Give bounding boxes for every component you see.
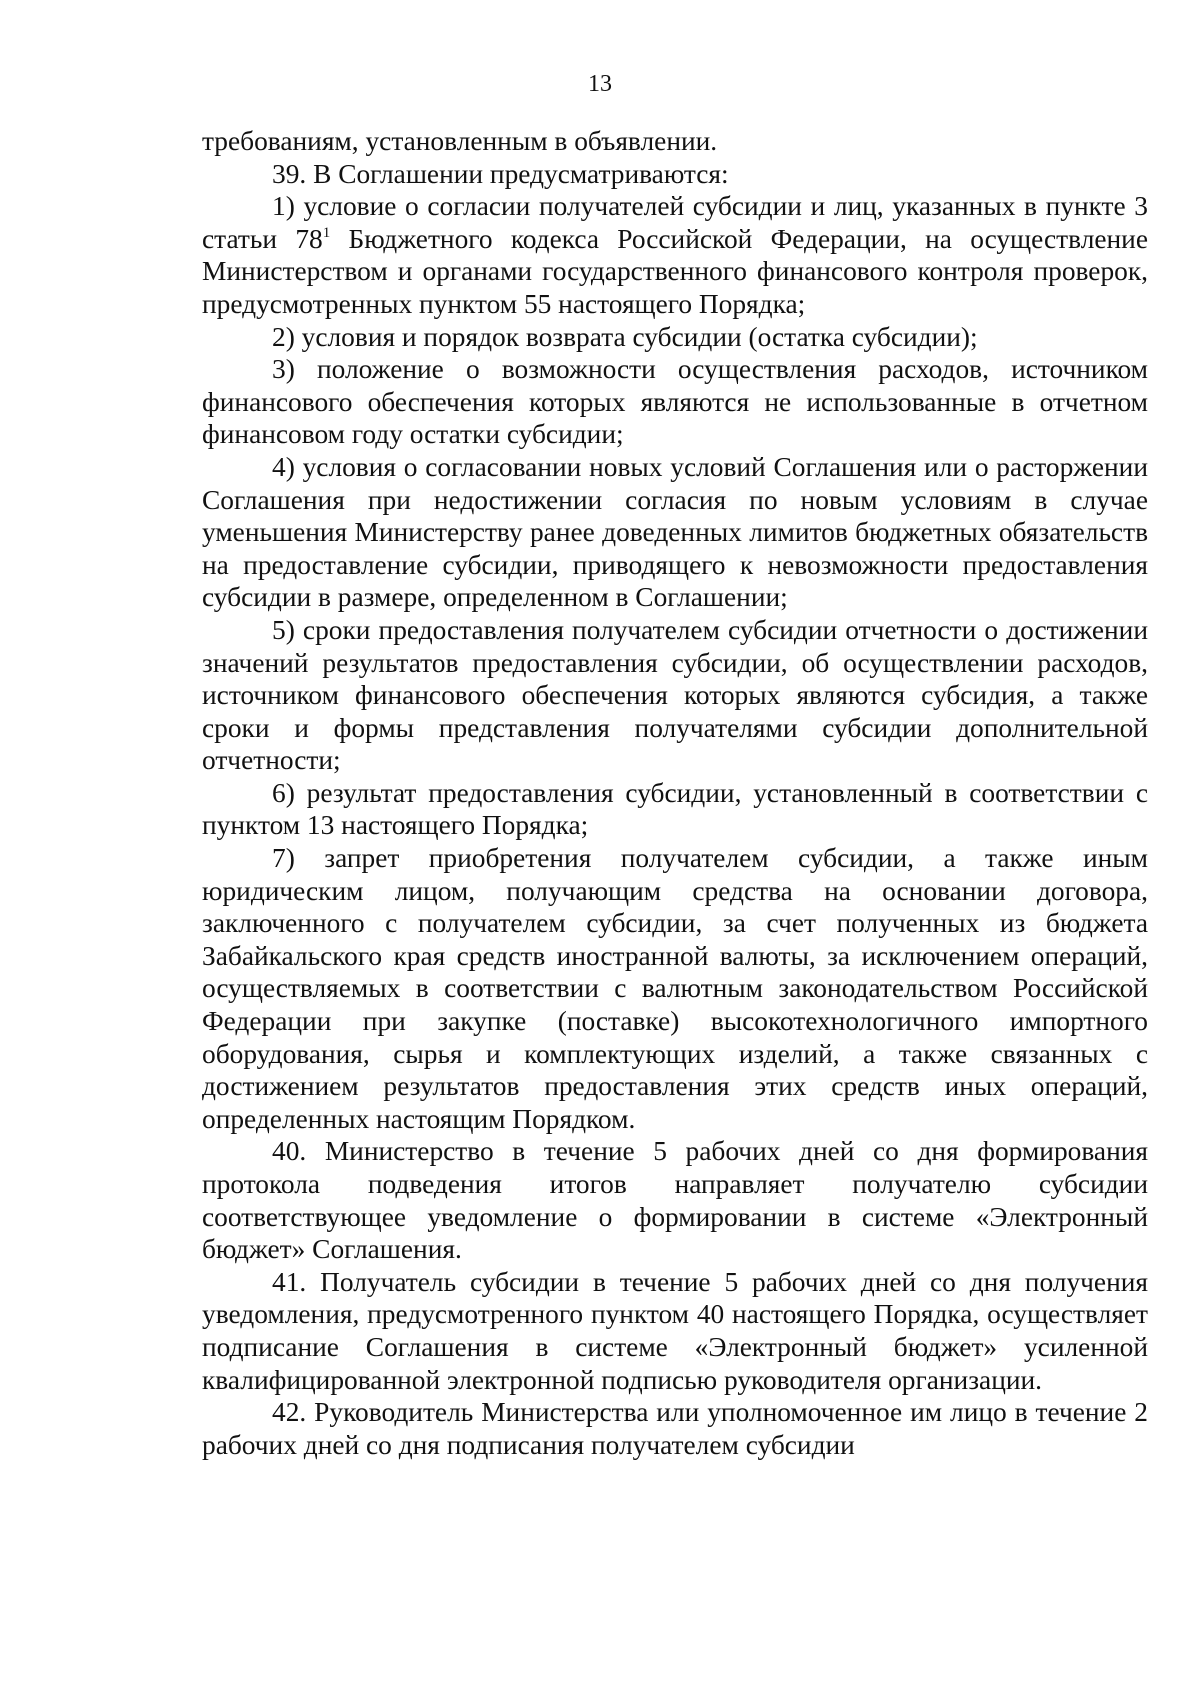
item-1-text-start: 1) условие о согласии получателей субсидии и лиц, указанных в пункте 3 статьи 78 — [202, 191, 1148, 254]
paragraph-41: 41. Получатель субсидии в течение 5 рабочих дней со дня получения уведомления, предусмотренного пунктом 40 настоящего Порядка, осуществляет подписание Соглашения в системе «Электронный бюджет» усиленной квалифицированной электронной подписью руководителя организации. — [202, 1266, 1148, 1395]
paragraph-39-item-2: 2) условия и порядок возврата субсидии (остатка субсидии); — [272, 321, 978, 352]
paragraph-39-item-1 — [202, 190, 1148, 320]
paragraph-40: 40. Министерство в течение 5 рабочих дней со дня формирования протокола подведения итогов направляет получателю субсидии соответствующее уведомление о формировании в системе «Электронный бюджет» Соглашения. — [202, 1136, 1148, 1265]
paragraph-continuation: требованиям, установленным в объявлении. — [202, 126, 718, 156]
paragraph-39-item-4: 4) условия о согласовании новых условий Соглашения или о расторжении Соглашения при недостижении согласия по новым условиям в случае уменьшения Министерству ранее доведенных лимитов бюджетных обязательств на предоставление субсидии, приводящего к невозможности предоставления субсидии в размере, определенном в Соглашении; — [202, 451, 1148, 613]
paragraph-39-item-5: 5) сроки предоставления получателем субсидии отчетности о достижении значений результатов предоставления субсидии, об осуществлении расходов, источником финансового обеспечения которых являются субсидия, а также сроки и формы представления получателями субсидии дополнительной отчетности; — [202, 614, 1148, 776]
paragraph-39-item-6: 6) результат предоставления субсидии, установленный в соответствии с пунктом 13 настоящего Порядка; — [202, 777, 1148, 841]
paragraph-39-item-3: 3) положение о возможности осуществления расходов, источником финансового обеспечения которых являются не использованные в отчетном финансовом году остатки субсидии; — [202, 354, 1148, 450]
paragraph-39-item-7: 7) запрет приобретения получателем субсидии, а также иным юридическим лицом, получающим средства на основании договора, заключенного с получателем субсидии, за счет полученных из бюджета Забайкальского края средств иностранной валюты, за исключением операций, осуществляемых в соответствии с валютным законодательством Российской Федерации при закупке (поставке) высокотехнологичного импортного оборудования, сырья и комплектующих изделий, а также связанных с достижением результатов предоставления этих средств иных операций, определенных настоящим Порядком. — [202, 843, 1148, 1134]
item-1-text-end: Бюджетного кодекса Российской Федерации, на осуществление Министерством и органами государственного финансового контроля проверок, предусмотренных пунктом 55 настоящего Порядка; — [202, 223, 1148, 319]
paragraph-39: 39. В Соглашении предусматриваются: — [272, 158, 729, 189]
document-body — [202, 125, 1148, 1461]
superscript-article-index: 1 — [322, 224, 331, 241]
paragraph-42: 42. Руководитель Министерства или уполномоченное им лицо в течение 2 рабочих дней со дня подписания получателем субсидии — [202, 1397, 1148, 1460]
page-number: 13 — [588, 71, 612, 97]
